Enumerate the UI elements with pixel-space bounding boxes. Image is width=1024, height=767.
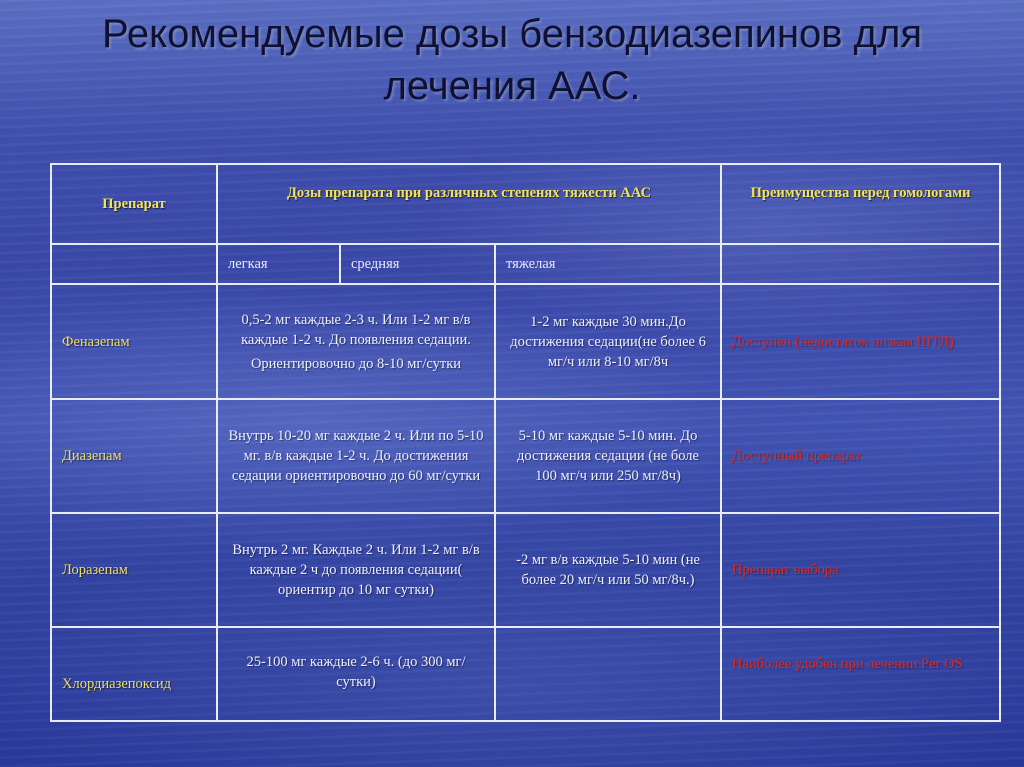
table-header-row [51,164,1000,244]
severity-empty-cell [51,244,217,284]
header-advantages: Преимущества перед гомологами [721,164,1000,244]
severity-severe: тяжелая [495,244,721,284]
table-row [51,284,1000,399]
dose-mild-moderate [217,284,495,399]
dose-severe [495,627,721,721]
severity-moderate: средняя [340,244,495,284]
slide-title: Рекомендуемые дозы бензодиазепинов для лечения ААС. [102,12,922,108]
benzodiazepine-dose-table [50,163,1001,722]
advantage-text: Доступный препарат [721,399,1000,513]
table-row [51,627,1000,721]
severity-row [51,244,1000,284]
dose-severe: -2 мг в/в каждые 5-10 мин (не более 20 мг/ч или 50 мг/8ч.) [495,513,721,627]
dose-severe: 5-10 мг каждые 5-10 мин. До достижения седации (не боле 100 мг/ч или 250 мг/8ч) [495,399,721,513]
drug-name: Лоразепам [51,513,217,627]
table-row [51,513,1000,627]
advantage-text: Препарат выбора [721,513,1000,627]
severity-empty-cell [721,244,1000,284]
advantage-text: Наиболее удобен при лечении Per OS [721,627,1000,721]
header-drug: Препарат [51,164,217,244]
dose-mild-moderate: Внутрь 2 мг. Каждые 2 ч. Или 1-2 мг в/в каждые 2 ч до появления седации( ориентир до 10 мг сутки) [217,513,495,627]
drug-name: Хлордиазепоксид [51,627,217,721]
severity-mild: легкая [217,244,340,284]
dose-text-extra: Ориентировочно до 8-10 мг/сутки [250,355,462,372]
table-row [51,399,1000,513]
dose-text: 0,5-2 мг каждые 2-3 ч. Или 1-2 мг в/в каждые 1-2 ч. До появления седации. [241,311,471,348]
dose-mild-moderate: 25-100 мг каждые 2-6 ч. (до 300 мг/сутки) [217,627,495,721]
dose-mild-moderate: Внутрь 10-20 мг каждые 2 ч. Или по 5-10 мг. в/в каждые 1-2 ч. До достижения седации ориентировочно до 60 мг/сутки [217,399,495,513]
advantage-text: Доступен (недостаток низкая ШТД) [721,284,1000,399]
header-doses: Дозы препарата при различных степенях тяжести ААС [217,164,721,244]
drug-name: Диазепам [51,399,217,513]
dose-severe: 1-2 мг каждые 30 мин.До достижения седации(не более 6 мг/ч или 8-10 мг/8ч [495,284,721,399]
drug-name: Феназепам [51,284,217,399]
